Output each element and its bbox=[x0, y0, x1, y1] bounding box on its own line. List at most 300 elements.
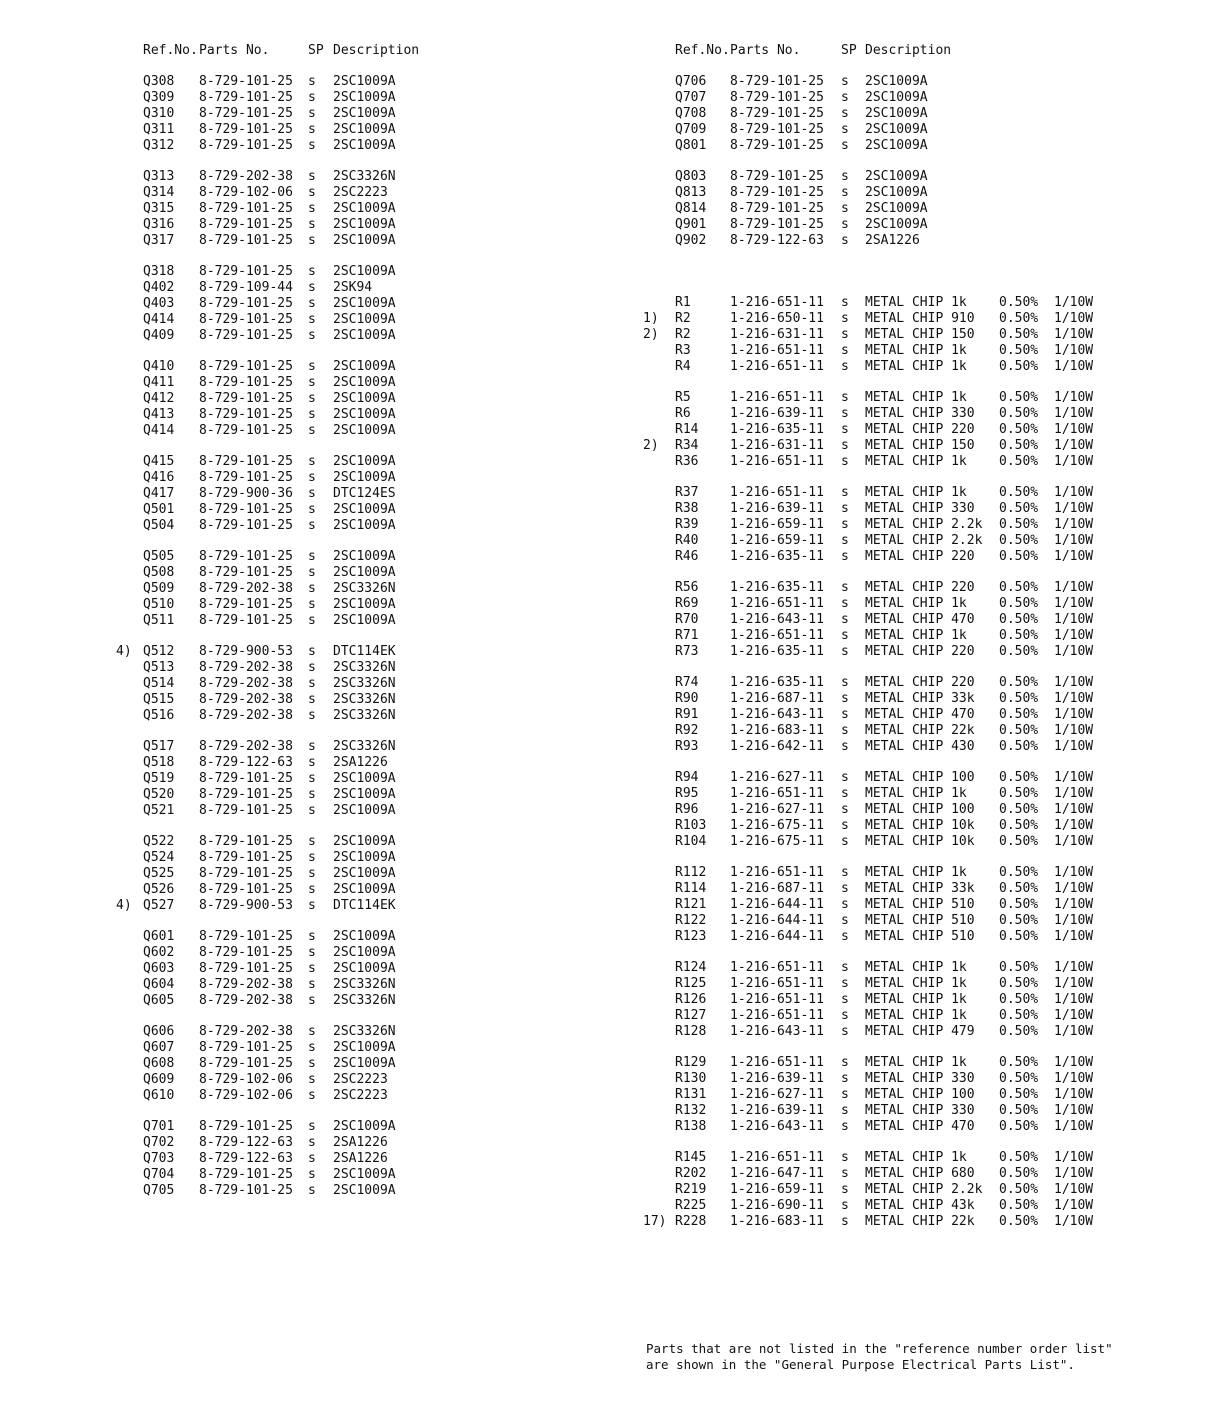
cell-desc: 2SC1009A bbox=[333, 771, 396, 786]
cell-part: 1-216-659-11 bbox=[730, 1182, 824, 1197]
table-row bbox=[116, 961, 436, 977]
cell-sp: s bbox=[308, 122, 316, 137]
cell-desc: METAL CHIP 220 bbox=[865, 675, 975, 690]
cell-part: 1-216-631-11 bbox=[730, 438, 824, 453]
cell-part: 8-729-101-25 bbox=[199, 391, 293, 406]
cell-part: 8-729-101-25 bbox=[199, 803, 293, 818]
cell-pwr: 1/10W bbox=[1054, 802, 1094, 817]
cell-ref: R2 bbox=[675, 327, 691, 342]
cell-pwr: 1/10W bbox=[1054, 897, 1094, 912]
cell-sp: s bbox=[841, 327, 849, 342]
cell-desc: METAL CHIP 100 bbox=[865, 1087, 975, 1102]
cell-pwr: 1/10W bbox=[1054, 1087, 1094, 1102]
cell-sp: s bbox=[841, 1198, 849, 1213]
cell-desc: 2SC1009A bbox=[333, 74, 396, 89]
table-row bbox=[643, 929, 1113, 945]
table-row bbox=[116, 692, 436, 708]
cell-desc: 2SC2223 bbox=[333, 1088, 388, 1103]
cell-ref: R138 bbox=[675, 1119, 707, 1134]
cell-sp: s bbox=[841, 929, 849, 944]
cell-desc: METAL CHIP 1k bbox=[865, 343, 967, 358]
table-row bbox=[643, 517, 1113, 533]
cell-desc: 2SC1009A bbox=[865, 106, 928, 121]
cell-ref: R37 bbox=[675, 485, 699, 500]
cell-tol: 0.50% bbox=[999, 517, 1039, 532]
cell-pwr: 1/10W bbox=[1054, 1055, 1094, 1070]
table-row bbox=[643, 1119, 1113, 1135]
cell-ref: R92 bbox=[675, 723, 699, 738]
table-row bbox=[116, 74, 436, 90]
cell-tol: 0.50% bbox=[999, 1103, 1039, 1118]
cell-part: 8-729-202-38 bbox=[199, 739, 293, 754]
cell-sp: s bbox=[308, 755, 316, 770]
cell-part: 1-216-659-11 bbox=[730, 533, 824, 548]
cell-ref: R104 bbox=[675, 834, 707, 849]
cell-ref: R1 bbox=[675, 295, 691, 310]
cell-ref: Q602 bbox=[143, 945, 175, 960]
cell-sp: s bbox=[841, 1008, 849, 1023]
cell-part: 1-216-675-11 bbox=[730, 818, 824, 833]
left-column-header bbox=[116, 43, 436, 59]
cell-part: 1-216-651-11 bbox=[730, 786, 824, 801]
cell-ref: R122 bbox=[675, 913, 707, 928]
cell-sp: s bbox=[308, 1151, 316, 1166]
cell-ref: R130 bbox=[675, 1071, 707, 1086]
cell-pwr: 1/10W bbox=[1054, 865, 1094, 880]
cell-ref: Q412 bbox=[143, 391, 175, 406]
cell-tol: 0.50% bbox=[999, 897, 1039, 912]
ref-no-header: Ref.No. bbox=[675, 43, 730, 58]
row-group bbox=[116, 834, 436, 914]
cell-ref: R123 bbox=[675, 929, 707, 944]
cell-sp: s bbox=[841, 359, 849, 374]
cell-desc: METAL CHIP 150 bbox=[865, 327, 975, 342]
table-row bbox=[116, 1183, 436, 1199]
row-group bbox=[643, 74, 1113, 154]
table-row bbox=[643, 628, 1113, 644]
cell-part: 8-729-101-25 bbox=[199, 771, 293, 786]
cell-sp: s bbox=[841, 786, 849, 801]
cell-sp: s bbox=[841, 217, 849, 232]
cell-part: 8-729-101-25 bbox=[730, 122, 824, 137]
cell-part: 1-216-639-11 bbox=[730, 501, 824, 516]
cell-desc: 2SC1009A bbox=[865, 169, 928, 184]
cell-tol: 0.50% bbox=[999, 406, 1039, 421]
cell-part: 8-729-202-38 bbox=[199, 676, 293, 691]
cell-ref: Q701 bbox=[143, 1119, 175, 1134]
cell-desc: 2SC1009A bbox=[333, 1183, 396, 1198]
cell-pwr: 1/10W bbox=[1054, 596, 1094, 611]
table-row bbox=[116, 185, 436, 201]
row-group bbox=[643, 960, 1113, 1040]
cell-desc: 2SC1009A bbox=[865, 74, 928, 89]
cell-sp: s bbox=[841, 501, 849, 516]
table-row bbox=[643, 960, 1113, 976]
table-row bbox=[643, 675, 1113, 691]
cell-sp: s bbox=[841, 138, 849, 153]
table-row bbox=[116, 138, 436, 154]
cell-sp: s bbox=[308, 945, 316, 960]
cell-sp: s bbox=[308, 866, 316, 881]
cell-sp: s bbox=[841, 90, 849, 105]
cell-part: 8-729-101-25 bbox=[199, 328, 293, 343]
cell-part: 8-729-101-25 bbox=[199, 217, 293, 232]
table-row bbox=[643, 707, 1113, 723]
cell-tol: 0.50% bbox=[999, 1119, 1039, 1134]
row-group bbox=[643, 1055, 1113, 1135]
cell-tol: 0.50% bbox=[999, 818, 1039, 833]
cell-sp: s bbox=[841, 644, 849, 659]
cell-ref: Q402 bbox=[143, 280, 175, 295]
cell-part: 8-729-122-63 bbox=[199, 1135, 293, 1150]
cell-part: 8-729-202-38 bbox=[199, 581, 293, 596]
cell-ref: R91 bbox=[675, 707, 699, 722]
cell-tol: 0.50% bbox=[999, 628, 1039, 643]
cell-part: 1-216-675-11 bbox=[730, 834, 824, 849]
cell-ref: Q704 bbox=[143, 1167, 175, 1182]
cell-ref: Q318 bbox=[143, 264, 175, 279]
cell-part: 1-216-683-11 bbox=[730, 1214, 824, 1229]
cell-pwr: 1/10W bbox=[1054, 533, 1094, 548]
cell-pwr: 1/10W bbox=[1054, 691, 1094, 706]
row-group bbox=[643, 1150, 1113, 1230]
cell-sp: s bbox=[841, 1182, 849, 1197]
table-row bbox=[116, 581, 436, 597]
table-row bbox=[643, 122, 1113, 138]
cell-ref: Q514 bbox=[143, 676, 175, 691]
cell-sp: s bbox=[308, 454, 316, 469]
cell-sp: s bbox=[841, 770, 849, 785]
cell-tol: 0.50% bbox=[999, 1008, 1039, 1023]
table-row bbox=[116, 1167, 436, 1183]
cell-desc: 2SC1009A bbox=[333, 423, 396, 438]
cell-desc: 2SC1009A bbox=[865, 138, 928, 153]
cell-sp: s bbox=[841, 74, 849, 89]
cell-pwr: 1/10W bbox=[1054, 1198, 1094, 1213]
cell-desc: METAL CHIP 430 bbox=[865, 739, 975, 754]
table-row bbox=[643, 1024, 1113, 1040]
cell-part: 1-216-651-11 bbox=[730, 343, 824, 358]
table-row bbox=[116, 755, 436, 771]
table-row bbox=[643, 201, 1113, 217]
table-row bbox=[643, 913, 1113, 929]
cell-part: 8-729-101-25 bbox=[199, 122, 293, 137]
cell-pwr: 1/10W bbox=[1054, 818, 1094, 833]
table-row bbox=[643, 74, 1113, 90]
cell-sp: s bbox=[841, 1150, 849, 1165]
cell-desc: METAL CHIP 510 bbox=[865, 897, 975, 912]
table-row bbox=[643, 580, 1113, 596]
table-row bbox=[643, 644, 1113, 660]
cell-part: 8-729-101-25 bbox=[199, 961, 293, 976]
table-row bbox=[116, 264, 436, 280]
cell-tol: 0.50% bbox=[999, 881, 1039, 896]
cell-tol: 0.50% bbox=[999, 960, 1039, 975]
cell-part: 8-729-101-25 bbox=[199, 106, 293, 121]
cell-part: 8-729-202-38 bbox=[199, 660, 293, 675]
cell-desc: 2SC2223 bbox=[333, 185, 388, 200]
cell-desc: 2SC1009A bbox=[865, 185, 928, 200]
table-row bbox=[643, 390, 1113, 406]
cell-sp: s bbox=[841, 233, 849, 248]
cell-ref: Q511 bbox=[143, 613, 175, 628]
cell-desc: METAL CHIP 100 bbox=[865, 802, 975, 817]
cell-pwr: 1/10W bbox=[1054, 723, 1094, 738]
cell-ref: R127 bbox=[675, 1008, 707, 1023]
cell-desc: 2SK94 bbox=[333, 280, 373, 295]
cell-pwr: 1/10W bbox=[1054, 960, 1094, 975]
cell-sp: s bbox=[308, 312, 316, 327]
cell-desc: METAL CHIP 1k bbox=[865, 960, 967, 975]
table-row bbox=[643, 311, 1113, 327]
cell-sp: s bbox=[841, 1055, 849, 1070]
cell-pwr: 1/10W bbox=[1054, 976, 1094, 991]
cell-ref: Q513 bbox=[143, 660, 175, 675]
cell-sp: s bbox=[308, 90, 316, 105]
table-row bbox=[116, 486, 436, 502]
cell-part: 8-729-122-63 bbox=[199, 755, 293, 770]
cell-pwr: 1/10W bbox=[1054, 501, 1094, 516]
row-group bbox=[643, 169, 1113, 249]
table-row bbox=[643, 802, 1113, 818]
cell-desc: METAL CHIP 1k bbox=[865, 976, 967, 991]
cell-desc: 2SC1009A bbox=[333, 296, 396, 311]
table-row bbox=[116, 660, 436, 676]
cell-ref: Q311 bbox=[143, 122, 175, 137]
cell-ref: Q403 bbox=[143, 296, 175, 311]
cell-part: 1-216-651-11 bbox=[730, 960, 824, 975]
table-row bbox=[643, 90, 1113, 106]
cell-sp: s bbox=[841, 122, 849, 137]
cell-ref: Q606 bbox=[143, 1024, 175, 1039]
cell-desc: METAL CHIP 1k bbox=[865, 454, 967, 469]
cell-part: 1-216-635-11 bbox=[730, 580, 824, 595]
cell-desc: METAL CHIP 470 bbox=[865, 707, 975, 722]
cell-desc: METAL CHIP 1k bbox=[865, 390, 967, 405]
cell-sp: s bbox=[308, 961, 316, 976]
cell-sp: s bbox=[841, 185, 849, 200]
cell-part: 1-216-683-11 bbox=[730, 723, 824, 738]
table-row bbox=[643, 438, 1113, 454]
cell-pwr: 1/10W bbox=[1054, 485, 1094, 500]
cell-sp: s bbox=[841, 913, 849, 928]
table-row bbox=[116, 565, 436, 581]
cell-desc: 2SC1009A bbox=[333, 391, 396, 406]
cell-sp: s bbox=[308, 375, 316, 390]
cell-sp: s bbox=[841, 707, 849, 722]
cell-sp: s bbox=[308, 549, 316, 564]
cell-sp: s bbox=[308, 708, 316, 723]
cell-part: 8-729-101-25 bbox=[199, 359, 293, 374]
cell-note: 2) bbox=[643, 438, 659, 453]
cell-part: 1-216-639-11 bbox=[730, 406, 824, 421]
table-row bbox=[643, 1182, 1113, 1198]
cell-ref: Q413 bbox=[143, 407, 175, 422]
cell-tol: 0.50% bbox=[999, 390, 1039, 405]
cell-sp: s bbox=[308, 929, 316, 944]
cell-sp: s bbox=[308, 1040, 316, 1055]
cell-ref: Q702 bbox=[143, 1135, 175, 1150]
cell-desc: METAL CHIP 470 bbox=[865, 612, 975, 627]
cell-pwr: 1/10W bbox=[1054, 390, 1094, 405]
cell-tol: 0.50% bbox=[999, 1214, 1039, 1229]
cell-part: 8-729-101-25 bbox=[199, 312, 293, 327]
row-group bbox=[116, 454, 436, 534]
cell-desc: METAL CHIP 510 bbox=[865, 929, 975, 944]
cell-part: 8-729-101-25 bbox=[199, 454, 293, 469]
cell-desc: METAL CHIP 1k bbox=[865, 485, 967, 500]
cell-ref: Q312 bbox=[143, 138, 175, 153]
cell-note: 2) bbox=[643, 327, 659, 342]
cell-tol: 0.50% bbox=[999, 770, 1039, 785]
table-row bbox=[643, 406, 1113, 422]
cell-part: 8-729-101-25 bbox=[199, 613, 293, 628]
cell-pwr: 1/10W bbox=[1054, 1103, 1094, 1118]
cell-pwr: 1/10W bbox=[1054, 1071, 1094, 1086]
cell-sp: s bbox=[841, 390, 849, 405]
table-row bbox=[116, 122, 436, 138]
cell-part: 8-729-101-25 bbox=[199, 518, 293, 533]
cell-tol: 0.50% bbox=[999, 327, 1039, 342]
cell-tol: 0.50% bbox=[999, 501, 1039, 516]
cell-sp: s bbox=[841, 865, 849, 880]
cell-desc: 2SC1009A bbox=[333, 454, 396, 469]
cell-sp: s bbox=[308, 1183, 316, 1198]
row-group bbox=[116, 264, 436, 344]
table-row bbox=[116, 375, 436, 391]
cell-ref: Q801 bbox=[675, 138, 707, 153]
cell-pwr: 1/10W bbox=[1054, 707, 1094, 722]
cell-desc: DTC114EK bbox=[333, 644, 396, 659]
cell-ref: Q512 bbox=[143, 644, 175, 659]
cell-ref: Q308 bbox=[143, 74, 175, 89]
cell-sp: s bbox=[308, 850, 316, 865]
cell-part: 8-729-101-25 bbox=[199, 201, 293, 216]
cell-desc: 2SC1009A bbox=[333, 803, 396, 818]
table-row bbox=[643, 770, 1113, 786]
cell-desc: METAL CHIP 43k bbox=[865, 1198, 975, 1213]
cell-part: 8-729-102-06 bbox=[199, 1072, 293, 1087]
row-group bbox=[643, 770, 1113, 850]
cell-part: 1-216-644-11 bbox=[730, 897, 824, 912]
cell-sp: s bbox=[841, 881, 849, 896]
cell-part: 1-216-659-11 bbox=[730, 517, 824, 532]
cell-ref: R128 bbox=[675, 1024, 707, 1039]
cell-ref: R228 bbox=[675, 1214, 707, 1229]
cell-desc: METAL CHIP 1k bbox=[865, 1150, 967, 1165]
table-row bbox=[643, 106, 1113, 122]
cell-desc: METAL CHIP 1k bbox=[865, 295, 967, 310]
cell-part: 8-729-102-06 bbox=[199, 1088, 293, 1103]
table-row bbox=[643, 138, 1113, 154]
cell-pwr: 1/10W bbox=[1054, 739, 1094, 754]
cell-part: 1-216-635-11 bbox=[730, 675, 824, 690]
cell-pwr: 1/10W bbox=[1054, 359, 1094, 374]
cell-part: 1-216-651-11 bbox=[730, 976, 824, 991]
cell-part: 8-729-101-25 bbox=[199, 945, 293, 960]
cell-sp: s bbox=[841, 628, 849, 643]
cell-desc: 2SC1009A bbox=[333, 201, 396, 216]
cell-sp: s bbox=[308, 644, 316, 659]
cell-pwr: 1/10W bbox=[1054, 422, 1094, 437]
cell-part: 1-216-639-11 bbox=[730, 1071, 824, 1086]
table-row bbox=[643, 1214, 1113, 1230]
cell-sp: s bbox=[308, 977, 316, 992]
cell-sp: s bbox=[841, 1119, 849, 1134]
cell-sp: s bbox=[841, 723, 849, 738]
cell-part: 1-216-627-11 bbox=[730, 802, 824, 817]
cell-desc: 2SC1009A bbox=[865, 90, 928, 105]
cell-sp: s bbox=[308, 1072, 316, 1087]
cell-ref: R145 bbox=[675, 1150, 707, 1165]
cell-ref: Q501 bbox=[143, 502, 175, 517]
cell-part: 1-216-651-11 bbox=[730, 295, 824, 310]
cell-part: 8-729-101-25 bbox=[199, 74, 293, 89]
cell-desc: METAL CHIP 100 bbox=[865, 770, 975, 785]
cell-tol: 0.50% bbox=[999, 1166, 1039, 1181]
cell-desc: 2SC1009A bbox=[333, 90, 396, 105]
cell-ref: Q414 bbox=[143, 423, 175, 438]
table-row bbox=[116, 929, 436, 945]
cell-sp: s bbox=[308, 201, 316, 216]
cell-ref: Q415 bbox=[143, 454, 175, 469]
cell-part: 1-216-627-11 bbox=[730, 1087, 824, 1102]
cell-ref: Q508 bbox=[143, 565, 175, 580]
cell-ref: Q505 bbox=[143, 549, 175, 564]
cell-desc: METAL CHIP 1k bbox=[865, 628, 967, 643]
cell-pwr: 1/10W bbox=[1054, 1150, 1094, 1165]
cell-sp: s bbox=[841, 596, 849, 611]
cell-tol: 0.50% bbox=[999, 1087, 1039, 1102]
cell-part: 8-729-101-25 bbox=[199, 138, 293, 153]
cell-desc: 2SC3326N bbox=[333, 676, 396, 691]
cell-note: 17) bbox=[643, 1214, 667, 1229]
cell-desc: DTC124ES bbox=[333, 486, 396, 501]
row-group bbox=[116, 549, 436, 629]
cell-part: 8-729-101-25 bbox=[199, 565, 293, 580]
cell-sp: s bbox=[308, 1135, 316, 1150]
cell-sp: s bbox=[841, 106, 849, 121]
cell-ref: Q517 bbox=[143, 739, 175, 754]
cell-ref: R4 bbox=[675, 359, 691, 374]
cell-sp: s bbox=[841, 517, 849, 532]
cell-sp: s bbox=[308, 613, 316, 628]
cell-ref: R132 bbox=[675, 1103, 707, 1118]
cell-desc: METAL CHIP 1k bbox=[865, 992, 967, 1007]
cell-sp: s bbox=[308, 787, 316, 802]
cell-part: 1-216-647-11 bbox=[730, 1166, 824, 1181]
cell-desc: 2SC1009A bbox=[333, 866, 396, 881]
cell-ref: Q409 bbox=[143, 328, 175, 343]
cell-desc: 2SC1009A bbox=[333, 1056, 396, 1071]
cell-ref: Q520 bbox=[143, 787, 175, 802]
cell-sp: s bbox=[841, 422, 849, 437]
cell-note: 1) bbox=[643, 311, 659, 326]
cell-pwr: 1/10W bbox=[1054, 786, 1094, 801]
cell-part: 8-729-101-25 bbox=[730, 106, 824, 121]
table-row bbox=[643, 1166, 1113, 1182]
cell-sp: s bbox=[841, 834, 849, 849]
cell-pwr: 1/10W bbox=[1054, 834, 1094, 849]
cell-desc: 2SC3326N bbox=[333, 977, 396, 992]
cell-desc: 2SC1009A bbox=[333, 122, 396, 137]
table-row bbox=[116, 296, 436, 312]
cell-tol: 0.50% bbox=[999, 596, 1039, 611]
cell-ref: R124 bbox=[675, 960, 707, 975]
cell-desc: 2SC1009A bbox=[333, 882, 396, 897]
cell-part: 8-729-101-25 bbox=[199, 502, 293, 517]
cell-pwr: 1/10W bbox=[1054, 644, 1094, 659]
